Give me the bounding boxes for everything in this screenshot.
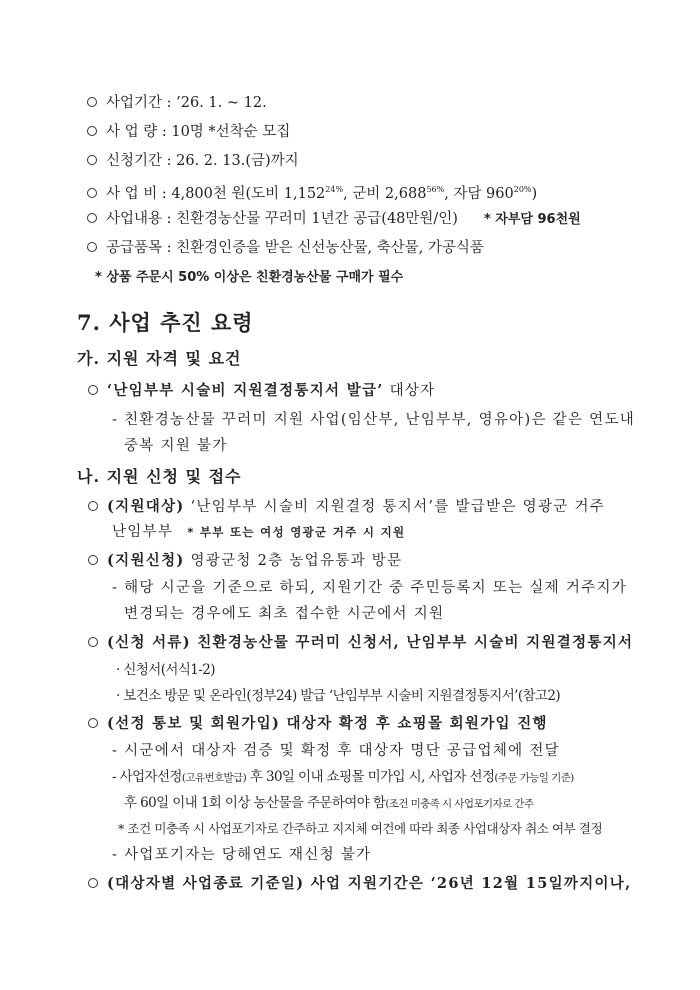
content-value: 친환경농산물 꾸러미 1년간 공급(48만원/인) [176, 211, 458, 227]
budget-sup: 56% [426, 185, 445, 194]
circle-bullet-icon [87, 155, 97, 165]
quantity-row: 사 업 량 : 10명 *선착순 모집 [87, 122, 290, 142]
items-label: 공급품목 [106, 240, 163, 256]
budget-label: 사 업 비 [106, 186, 158, 202]
select-dash-2-text: - 사업자선정 [112, 769, 182, 785]
quantity-value: 10명 *선착순 모집 [171, 124, 291, 140]
circle-bullet-icon [87, 188, 97, 198]
target-rest: ‘난임부부 시술비 지원결정 통지서’를 발급받은 영광군 거주 [184, 499, 606, 515]
end-date-bold: (대상자별 사업종료 기준일) 사업 지원기간은 ‘26년 12월 15일까지이나, [107, 875, 632, 892]
content-label: 사업내용 [106, 211, 163, 227]
items-note: * 상품 주문시 50% 이상은 친환경농산물 구매가 필수 [95, 270, 404, 285]
select-dash-2 [112, 767, 574, 788]
select-dash-2-text: 후 30일 이내 쇼핑몰 미가입 시, 사업자 선정 [246, 769, 495, 785]
target-cont [112, 522, 405, 542]
period-label: 사업기간 [106, 95, 163, 111]
apply-dash-cont: 변경되는 경우에도 최초 접수한 시군에서 지원 [124, 606, 445, 622]
eligibility-bold: ‘난임부부 시술비 지원결정통지서 발급’ [107, 382, 384, 399]
circle-bullet-icon [87, 242, 97, 252]
target-item [88, 497, 605, 517]
eligibility-item [88, 381, 436, 401]
items-value: 친환경인증을 받은 신선농산물, 축산물, 가공식품 [176, 240, 484, 256]
budget-sup: 24% [325, 185, 344, 194]
select-dash-2-cont-text: 후 60일 이내 1회 이상 농산물을 주문하여야 함 [124, 795, 386, 811]
target-note: * 부부 또는 여성 영광군 거주 시 지원 [187, 525, 406, 539]
circle-bullet-icon [88, 718, 98, 728]
budget-row: 사 업 비 : 4,800천 원(도비 $1,152^{24\%}$, 군비 $2,688^{56\%}$, 자담 $960^{20\%}$) [87, 180, 537, 204]
circle-bullet-icon [88, 637, 98, 647]
end-date-item [88, 874, 631, 894]
docs-bold: (신청 서류) 친환경농산물 꾸러미 신청서, 난임부부 시술비 지원결정통지서 [107, 634, 634, 651]
apply-dash: - 해당 시군을 기준으로 하되, 지원기간 중 주민등록지 또는 실제 거주지가 [112, 580, 628, 596]
select-dash-1: - 시군에서 대상자 검증 및 확정 후 대상자 명단 공급업체에 전달 [112, 743, 560, 759]
subsection-title-a: 가. 지원 자격 및 요건 [77, 349, 242, 368]
circle-bullet-icon [87, 213, 97, 223]
eligibility-rest: 대상자 [383, 383, 436, 399]
apply-item [88, 551, 402, 571]
select-item [88, 714, 548, 734]
eligibility-dash-cont: 중복 지원 불가 [124, 438, 228, 454]
docs-sub-2: · 보건소 방문 및 온라인(정부24) 발급 ‘난임부부 시술비 지원결정통지서’(참고2) [116, 688, 561, 704]
application-row: 신청기간 : 26. 2. 13.(금)까지 [87, 151, 299, 171]
select-dash-2-cont-small: (조건 미충족 시 사업포기자로 간주 [385, 798, 534, 810]
circle-bullet-icon [88, 878, 98, 888]
circle-bullet-icon [87, 126, 97, 136]
select-bold: (선정 통보 및 회원가입) 대상자 확정 후 쇼핑몰 회원가입 진행 [107, 715, 548, 732]
select-dash-2-small: (고유번호발급) [181, 772, 247, 784]
select-dash-3: - 사업포기자는 당해연도 재신청 불가 [112, 847, 372, 863]
docs-sub-1: · 신청서(서식1-2) [116, 662, 215, 678]
select-note: * 조건 미충족 시 사업포기자로 간주하고 지지체 여건에 따라 최종 사업대상자 취소 여부 결정 [118, 821, 603, 836]
eligibility-dash: - 친환경농산물 꾸러미 지원 사업(임산부, 난임부부, 영유아)은 같은 연도내 [112, 412, 636, 428]
apply-rest: 영광군청 2층 농업유통과 방문 [184, 553, 403, 569]
docs-item [88, 633, 633, 653]
period-value: ’26. 1. ~ 12. [176, 95, 267, 111]
target-bold: (지원대상) [107, 498, 185, 515]
budget-text: 4,800천 원(도비 1,152 [171, 186, 326, 202]
section-title: 7. 사업 추진 요령 [77, 310, 254, 335]
budget-text: , 자담 960 [444, 186, 514, 202]
circle-bullet-icon [88, 501, 98, 511]
select-dash-2-small: (주문 가능일 기준) [494, 772, 574, 784]
target-cont-text: 난임부부 [112, 524, 174, 540]
circle-bullet-icon [87, 97, 97, 107]
items-row: 공급품목 : 친환경인증을 받은 신선농산물, 축산물, 가공식품 [87, 238, 484, 258]
quantity-label: 사 업 량 [106, 124, 158, 140]
budget-text: , 군비 2,688 [343, 186, 427, 202]
period-row: 사업기간 : ’26. 1. ~ 12. [87, 93, 267, 113]
budget-text: ) [531, 186, 538, 202]
apply-bold: (지원신청) [107, 552, 185, 569]
budget-sup: 20% [513, 185, 532, 194]
application-value: 26. 2. 13.(금)까지 [176, 153, 299, 169]
select-dash-2-cont [124, 793, 533, 814]
content-note: * 자부담 96천원 [483, 212, 581, 227]
circle-bullet-icon [88, 385, 98, 395]
content-row: 사업내용 : 친환경농산물 꾸러미 1년간 공급(48만원/인) * 자부담 96천원 [87, 209, 581, 230]
application-label: 신청기간 [106, 153, 163, 169]
subsection-title-b: 나. 지원 신청 및 접수 [77, 467, 242, 486]
circle-bullet-icon [88, 555, 98, 565]
